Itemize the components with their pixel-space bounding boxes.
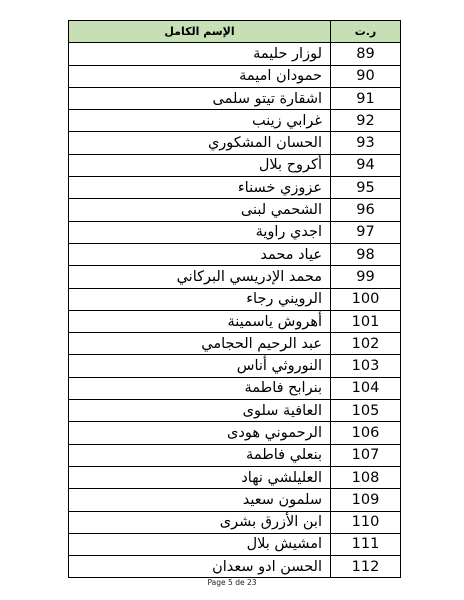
serial-number-cell: 99 xyxy=(331,266,401,288)
table-row xyxy=(69,243,401,265)
table-row xyxy=(69,221,401,243)
table-row xyxy=(69,65,401,87)
full-name-cell: عبد الرحيم الحجامي xyxy=(69,333,331,355)
table-row xyxy=(69,87,401,109)
full-name-cell: اجدي راوية xyxy=(69,221,331,243)
serial-number-cell: 111 xyxy=(331,533,401,555)
table-row xyxy=(69,288,401,310)
table-row xyxy=(69,377,401,399)
serial-number-cell: 112 xyxy=(331,556,401,578)
table-row xyxy=(69,333,401,355)
table-row xyxy=(69,489,401,511)
serial-number-cell: 104 xyxy=(331,377,401,399)
full-name-cell: سلمون سعيد xyxy=(69,489,331,511)
full-name-cell: محمد الإدريسي البركاني xyxy=(69,266,331,288)
full-name-cell: أكروح بلال xyxy=(69,154,331,176)
table-row xyxy=(69,154,401,176)
serial-number-cell: 93 xyxy=(331,132,401,154)
table-row xyxy=(69,310,401,332)
table-header-row xyxy=(69,21,401,43)
serial-number-cell: 97 xyxy=(331,221,401,243)
table-row xyxy=(69,511,401,533)
serial-number-cell: 90 xyxy=(331,65,401,87)
serial-number-cell: 109 xyxy=(331,489,401,511)
full-name-cell: امشيش بلال xyxy=(69,533,331,555)
table-row xyxy=(69,444,401,466)
serial-number-cell: 100 xyxy=(331,288,401,310)
table-row xyxy=(69,43,401,65)
serial-number-cell: 101 xyxy=(331,310,401,332)
table-body xyxy=(69,43,401,578)
full-name-cell: عياد محمد xyxy=(69,243,331,265)
full-name-cell: العليلشي نهاد xyxy=(69,466,331,488)
header-serial-number: ر.ت xyxy=(331,21,401,43)
serial-number-cell: 89 xyxy=(331,43,401,65)
full-name-cell: ابن الأزرق بشرى xyxy=(69,511,331,533)
table-row xyxy=(69,110,401,132)
serial-number-cell: 92 xyxy=(331,110,401,132)
full-name-cell: بنرابح فاطمة xyxy=(69,377,331,399)
page-footer: Page 5 de 23 xyxy=(207,578,257,587)
full-name-cell: الشحمي لبنى xyxy=(69,199,331,221)
full-name-cell: العافية سلوى xyxy=(69,400,331,422)
serial-number-cell: 108 xyxy=(331,466,401,488)
full-name-cell: الرحموني هودى xyxy=(69,422,331,444)
full-name-cell: الرويني رجاء xyxy=(69,288,331,310)
serial-number-cell: 91 xyxy=(331,87,401,109)
serial-number-cell: 102 xyxy=(331,333,401,355)
table-row xyxy=(69,266,401,288)
full-name-cell: غرابي زينب xyxy=(69,110,331,132)
full-name-cell: الحسن ادو سعدان xyxy=(69,556,331,578)
serial-number-cell: 110 xyxy=(331,511,401,533)
table-row xyxy=(69,533,401,555)
table-row xyxy=(69,199,401,221)
full-name-cell: بنعلي فاطمة xyxy=(69,444,331,466)
header-full-name: الإسم الكامل xyxy=(69,21,331,43)
full-name-cell: اشقارة تيتو سلمى xyxy=(69,87,331,109)
full-name-cell: لوزار حليمة xyxy=(69,43,331,65)
serial-number-cell: 96 xyxy=(331,199,401,221)
table-row xyxy=(69,400,401,422)
serial-number-cell: 94 xyxy=(331,154,401,176)
students-table xyxy=(68,20,401,578)
table-row xyxy=(69,556,401,578)
serial-number-cell: 106 xyxy=(331,422,401,444)
full-name-cell: أهروش ياسمينة xyxy=(69,310,331,332)
table-row xyxy=(69,177,401,199)
full-name-cell: حمودان اميمة xyxy=(69,65,331,87)
serial-number-cell: 103 xyxy=(331,355,401,377)
full-name-cell: الحسان المشكوري xyxy=(69,132,331,154)
serial-number-cell: 107 xyxy=(331,444,401,466)
table-row xyxy=(69,132,401,154)
full-name-cell: عزوزي خسناء xyxy=(69,177,331,199)
table-row xyxy=(69,466,401,488)
serial-number-cell: 105 xyxy=(331,400,401,422)
table-row xyxy=(69,422,401,444)
serial-number-cell: 98 xyxy=(331,243,401,265)
table-row xyxy=(69,355,401,377)
full-name-cell: النوروثي أناس xyxy=(69,355,331,377)
serial-number-cell: 95 xyxy=(331,177,401,199)
